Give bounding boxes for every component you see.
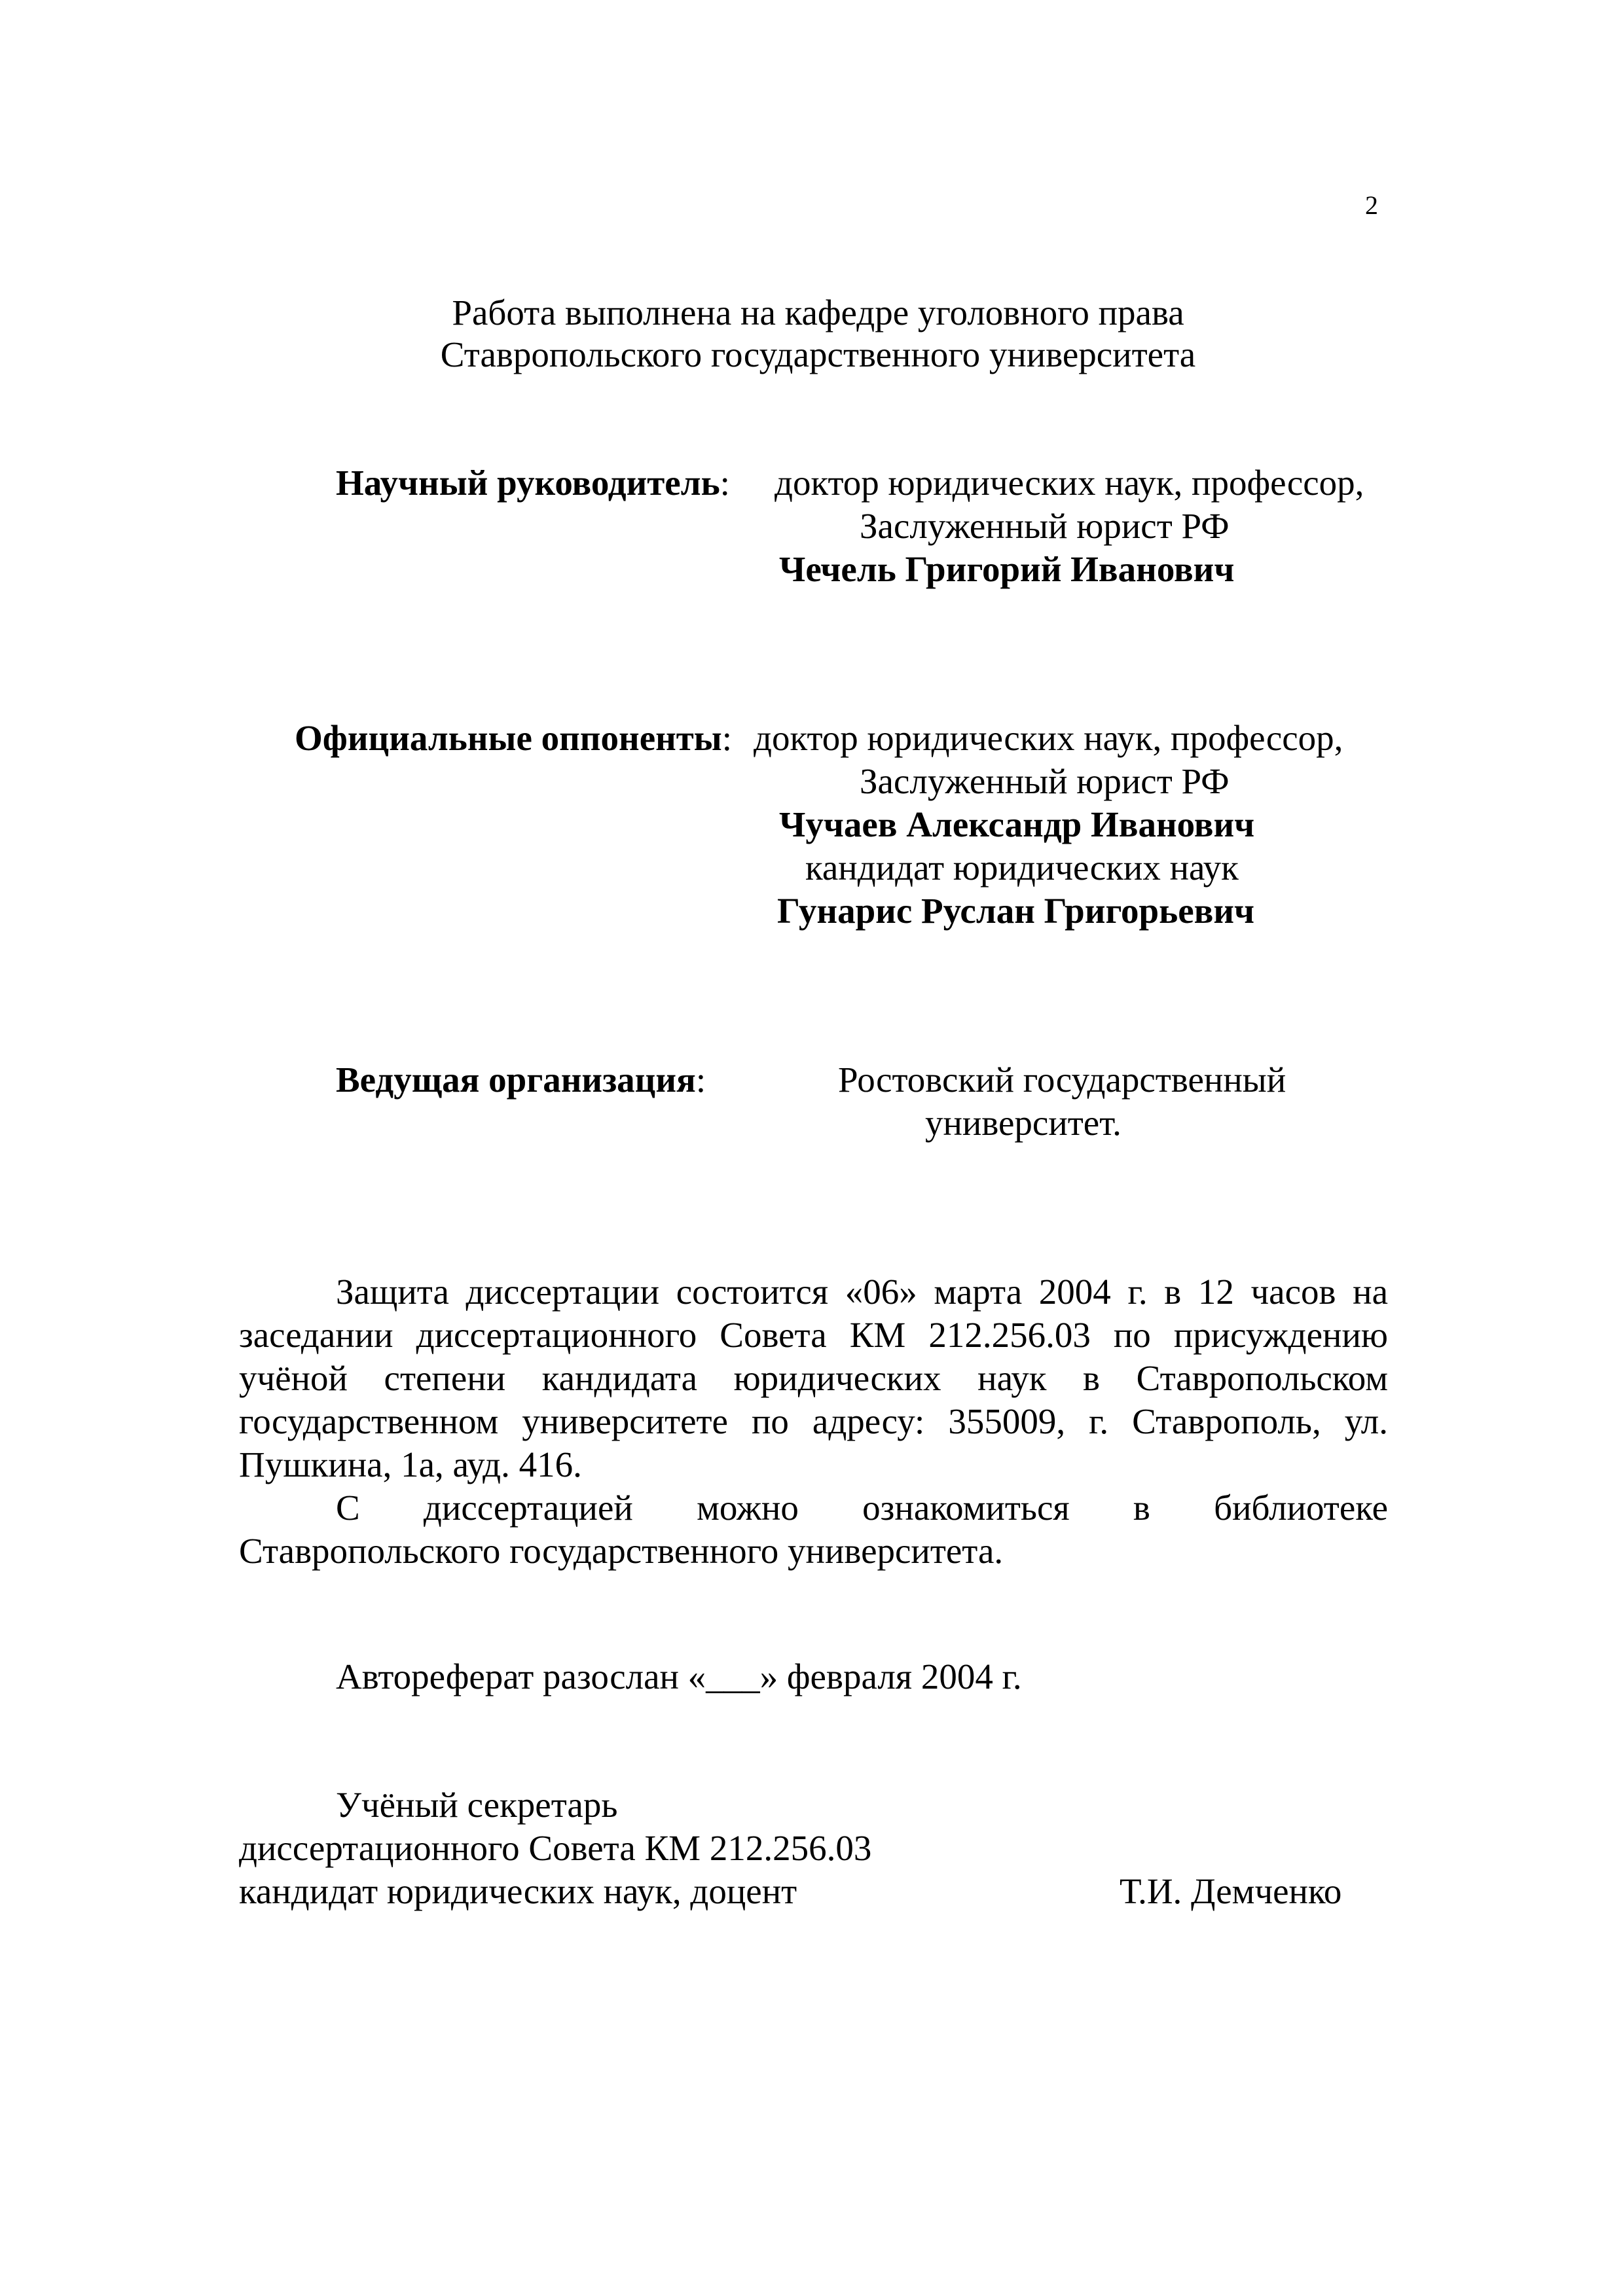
supervisor-title: Заслуженный юрист РФ: [860, 506, 1230, 546]
supervisor-colon: :: [720, 463, 730, 503]
opponents-label: Официальные оппоненты: [295, 718, 722, 758]
library-line-1: С диссертацией можно ознакомиться в библиотеке: [336, 1488, 1388, 1528]
defense-line-3: учёной степени кандидата юридических наук в Ставропольском: [239, 1358, 1388, 1398]
opponent-2-name: Гунарис Руслан Григорьевич: [777, 891, 1255, 931]
autoreferat-line: Автореферат разослан «___» февраля 2004 г.: [336, 1657, 1022, 1696]
supervisor-label-row: [336, 461, 730, 505]
opponent-1-name: Чучаев Александр Иванович: [779, 804, 1255, 844]
defense-line-5: Пушкина, 1а, ауд. 416.: [239, 1444, 582, 1484]
opponent-1-degree: доктор юридических наук, профессор,: [754, 718, 1343, 758]
secretary-name: Т.И. Демченко: [1120, 1871, 1342, 1911]
header-line-2: Ставропольского государственного университета: [440, 334, 1196, 374]
secretary-line-1: Учёный секретарь: [336, 1785, 618, 1825]
leading-org-label-row: [336, 1058, 706, 1102]
secretary-line-3: кандидат юридических наук, доцент: [239, 1871, 797, 1911]
opponents-label-row: [295, 717, 732, 760]
defense-line-4: государственном университете по адресу: 355009, г. Ставрополь, ул.: [239, 1401, 1388, 1441]
page-number: 2: [1365, 190, 1378, 220]
leading-org-line-1: Ростовский государственный: [838, 1060, 1286, 1100]
supervisor-name: Чечель Григорий Иванович: [779, 549, 1235, 589]
supervisor-label: Научный руководитель: [336, 463, 720, 503]
supervisor-degree: доктор юридических наук, профессор,: [775, 463, 1364, 503]
header-line-1: Работа выполнена на кафедре уголовного права: [452, 293, 1184, 332]
defense-paragraph: [239, 1270, 1388, 1573]
opponent-2-degree: кандидат юридических наук: [805, 848, 1239, 888]
leading-org-label: Ведущая организация: [336, 1060, 696, 1100]
leading-org-line-2: университет.: [925, 1103, 1122, 1143]
opponent-1-title: Заслуженный юрист РФ: [860, 761, 1230, 801]
secretary-line-2: диссертационного Совета КМ 212.256.03: [239, 1828, 872, 1868]
leading-org-colon: :: [695, 1060, 706, 1100]
defense-line-2: заседании диссертационного Совета КМ 212.256.03 по присуждению: [239, 1315, 1388, 1355]
defense-line-1: Защита диссертации состоится «06» марта 2004 г. в 12 часов на: [336, 1272, 1388, 1312]
opponents-colon: :: [721, 718, 733, 758]
library-line-2: Ставропольского государственного университета.: [239, 1531, 1004, 1571]
